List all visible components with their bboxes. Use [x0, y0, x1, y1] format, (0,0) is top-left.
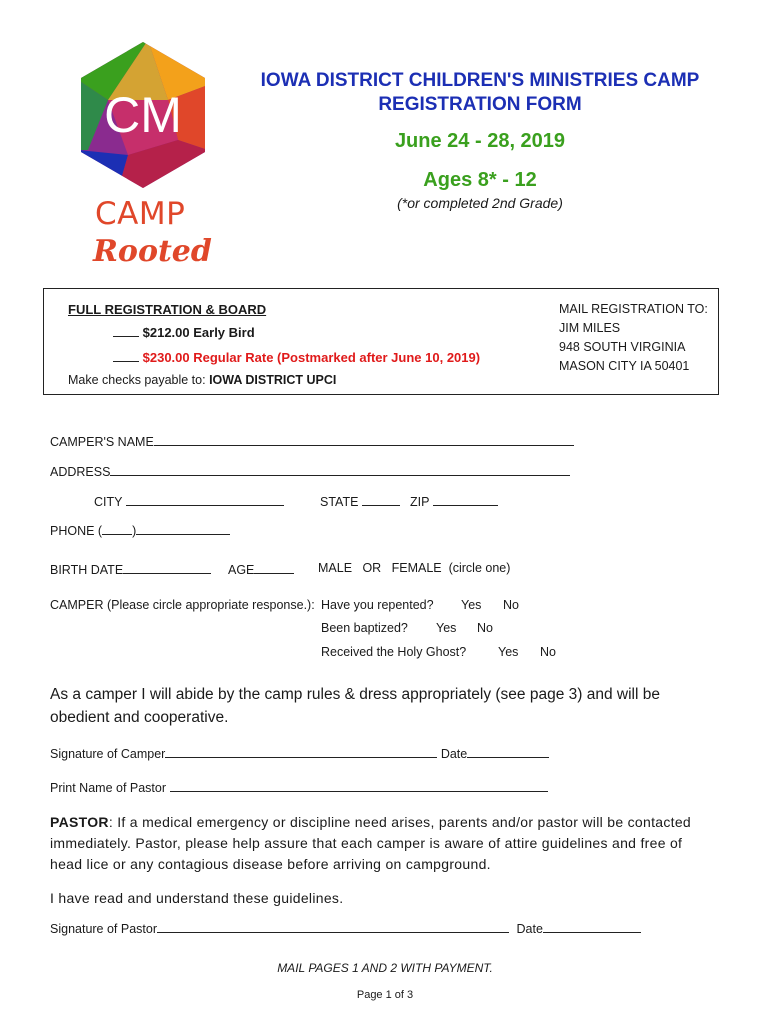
- early-bird-label: $212.00 Early Bird: [142, 325, 255, 340]
- camper-statement: As a camper I will abide by the camp rules & dress appropriately (see page 3) and will be obedient and cooperative.: [50, 686, 660, 726]
- page-number: Page 1 of 3: [356, 989, 414, 1001]
- print-pastor-row: [50, 779, 548, 795]
- phone-label: PHONE (: [50, 524, 103, 538]
- read-understand: I have read and understand these guidelines.: [50, 890, 344, 906]
- mail-to-label: MAIL REGISTRATION TO:: [559, 302, 708, 316]
- mail-to-street: 948 SOUTH VIRGINIA: [559, 340, 686, 354]
- print-pastor-label: Print Name of Pastor: [50, 781, 167, 795]
- pastor-date-label: Date: [516, 922, 543, 936]
- state-field[interactable]: [362, 493, 400, 506]
- pastor-signature-label: Signature of Pastor: [50, 922, 158, 936]
- age-field[interactable]: [254, 561, 294, 574]
- mail-to-block: [559, 300, 708, 376]
- question-baptized: Been baptized?: [321, 621, 408, 635]
- phone-number-field[interactable]: [136, 522, 230, 535]
- holy-ghost-no[interactable]: No: [540, 645, 556, 659]
- area-code-field[interactable]: [102, 522, 132, 535]
- phone-close-paren: ): [132, 524, 137, 538]
- camper-date-label: Date: [440, 747, 468, 761]
- regular-rate-label: $230.00 Regular Rate (Postmarked after June 10, 2019): [142, 350, 481, 365]
- campers-name-field[interactable]: [154, 433, 574, 446]
- zip-row: [410, 493, 498, 509]
- pastor-notice-label: PASTOR: [50, 814, 109, 830]
- payable-to: IOWA DISTRICT UPCI: [209, 373, 337, 387]
- logo-rooted-word: Rooted: [93, 234, 212, 269]
- early-bird-option: [113, 324, 255, 340]
- logo-camp-word: CAMP: [95, 196, 186, 232]
- ages-note: (*or completed 2nd Grade): [397, 195, 563, 211]
- birth-date-row: [50, 561, 211, 577]
- pastor-date-field[interactable]: [543, 920, 641, 933]
- form-title-line2: REGISTRATION FORM: [378, 94, 582, 115]
- repented-yes[interactable]: Yes: [461, 598, 482, 612]
- phone-row: [50, 522, 230, 538]
- campers-name-row: [50, 433, 574, 449]
- city-row: [94, 493, 284, 509]
- registration-heading: FULL REGISTRATION & BOARD: [68, 302, 267, 317]
- camp-dates: June 24 - 28, 2019: [394, 130, 566, 152]
- form-title-line1: IOWA DISTRICT CHILDREN'S MINISTRIES CAMP: [260, 70, 700, 91]
- pastor-notice-text: : If a medical emergency or discipline need arises, parents and/or pastor will be contacted immediately. Pastor, please help assure that each camper is aware of attire guidelines and free of head lice or any contagious disease before arriving on campground.: [50, 814, 692, 872]
- birth-date-field[interactable]: [123, 561, 211, 574]
- birth-date-label: BIRTH DATE: [50, 563, 124, 577]
- mail-to-city: MASON CITY IA 50401: [559, 359, 690, 373]
- early-bird-blank[interactable]: [113, 324, 139, 337]
- gender-choice[interactable]: MALE OR FEMALE (circle one): [318, 561, 511, 575]
- baptized-yes[interactable]: Yes: [436, 621, 457, 635]
- payable-line: [68, 373, 336, 387]
- camper-questions-label: CAMPER (Please circle appropriate response.):: [50, 598, 315, 612]
- camper-signature-label: Signature of Camper: [50, 747, 166, 761]
- camper-signature-field[interactable]: [165, 745, 437, 758]
- payable-label: Make checks payable to:: [68, 373, 206, 387]
- camper-signature-row: [50, 745, 549, 761]
- camp-ages: Ages 8* - 12: [423, 169, 537, 191]
- campers-name-label: CAMPER'S NAME: [50, 435, 154, 449]
- pastor-signature-field[interactable]: [157, 920, 509, 933]
- camp-logo: [78, 40, 208, 190]
- baptized-no[interactable]: No: [477, 621, 493, 635]
- pastor-signature-row: [50, 920, 641, 936]
- print-pastor-field[interactable]: [170, 779, 548, 792]
- repented-no[interactable]: No: [503, 598, 519, 612]
- mail-to-name: JIM MILES: [559, 321, 621, 335]
- camper-date-field[interactable]: [467, 745, 549, 758]
- zip-label: ZIP: [410, 495, 430, 509]
- holy-ghost-yes[interactable]: Yes: [498, 645, 519, 659]
- address-label: ADDRESS: [50, 465, 111, 479]
- state-row: [320, 493, 400, 509]
- city-label: CITY: [94, 495, 123, 509]
- address-row: [50, 463, 570, 479]
- regular-rate-option: [113, 349, 480, 365]
- question-repented: Have you repented?: [321, 598, 434, 612]
- regular-rate-blank[interactable]: [113, 349, 139, 362]
- question-holy-ghost: Received the Holy Ghost?: [321, 645, 467, 659]
- address-field[interactable]: [110, 463, 570, 476]
- mail-pages-note: MAIL PAGES 1 AND 2 WITH PAYMENT.: [277, 961, 493, 975]
- hexagon-logo-icon: [78, 40, 208, 190]
- age-row: [228, 561, 294, 577]
- pastor-notice: [50, 812, 700, 875]
- city-field[interactable]: [126, 493, 284, 506]
- age-label: AGE: [228, 563, 255, 577]
- logo-monogram: CM: [104, 87, 182, 143]
- zip-field[interactable]: [433, 493, 498, 506]
- state-label: STATE: [320, 495, 359, 509]
